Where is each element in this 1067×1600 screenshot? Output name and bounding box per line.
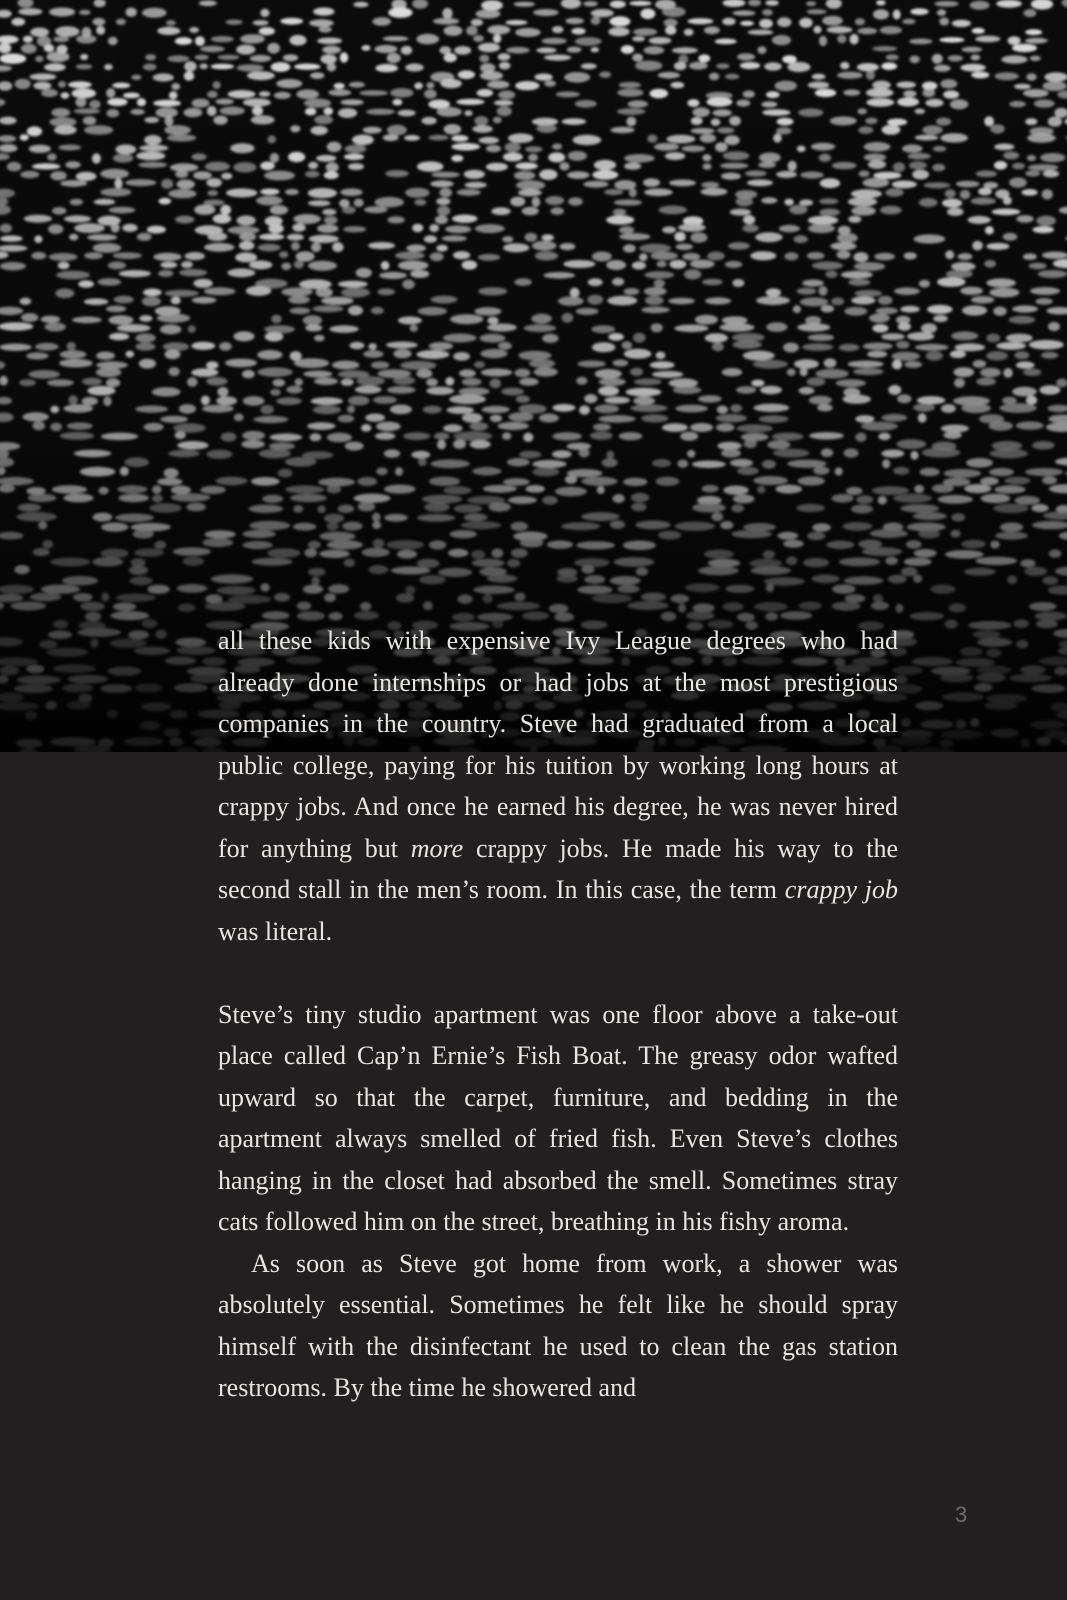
paragraph-3 [218, 1243, 898, 1409]
italic-phrase: crappy job [784, 875, 899, 904]
paragraph-1 [218, 620, 898, 952]
text-run: all these kids with expensive Ivy League degrees who had already done internships or had jobs at the most prestigious companies in the country. Steve had graduated from a local public college, paying for his tuition by working long hours at crappy jobs. And once he earned his degree, he was never hired for anything but [218, 626, 898, 863]
body-text [218, 620, 898, 1409]
page-number: 3 [955, 1502, 968, 1527]
text-run: Steve’s tiny studio apartment was one floor above a take-out place called Cap’n Ernie’s Fish Boat. The greasy odor wafted upward so that the carpet, furniture, and bedding in the apartment always smelled of fried fish. Even Steve’s clothes hanging in the closet had absorbed the smell. Sometimes stray cats followed him on the street, breathing in his fishy aroma. [218, 999, 898, 1236]
italic-phrase: more [410, 833, 464, 863]
text-run: was literal. [218, 916, 333, 946]
text-run: As soon as Steve got home from work, a shower was absolutely essential. Sometimes he felt like he should spray himself with the disinfectant he used to clean the gas station restrooms. By the time he showered and [218, 1248, 898, 1402]
text-run: crappy jobs. He made his way to the second stall in the men’s room. In this case, the term [218, 833, 898, 904]
paragraph-2 [218, 994, 898, 1243]
